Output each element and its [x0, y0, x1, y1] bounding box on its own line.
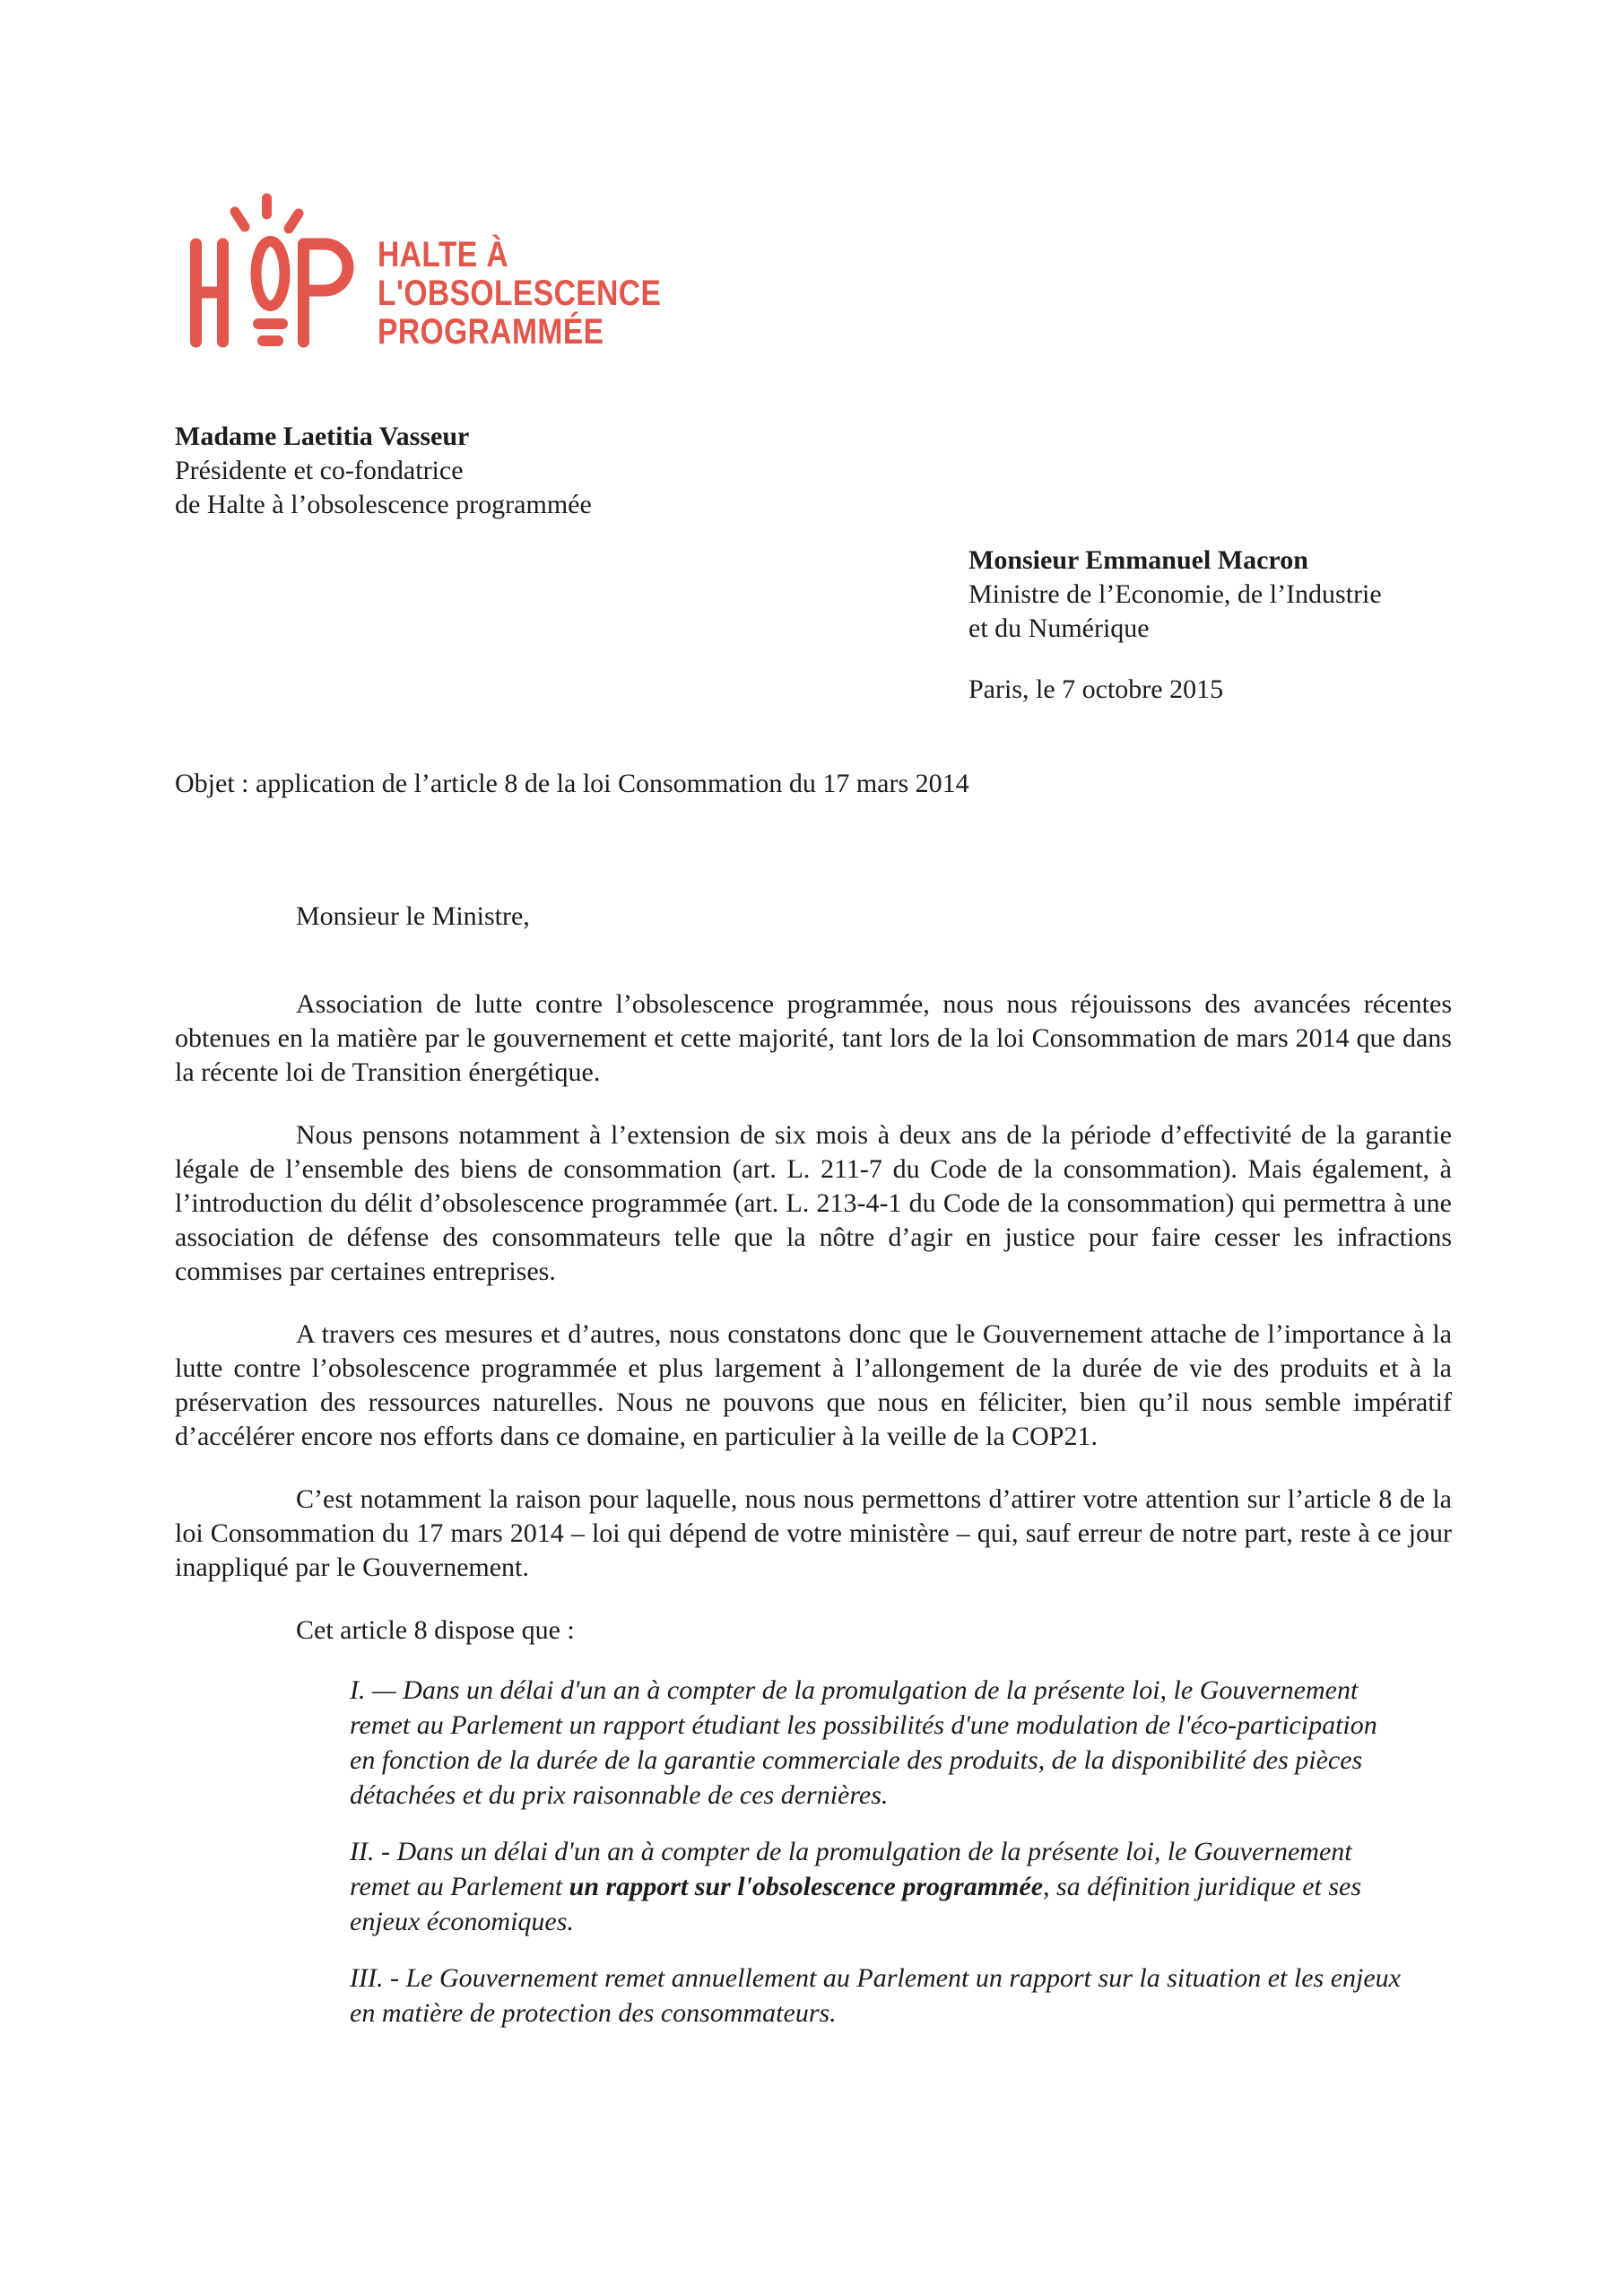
paragraph-1: Association de lutte contre l’obsolescence programmée, nous nous réjouissons des avancées récentes obtenues en la matière par le gouvernement et cette majorité, tant lors de la loi Consommation de mars 2014 que dans la récente loi de Transition énergétique.	[175, 989, 1452, 1087]
quote-2-suffix: , sa définition juridique et ses enjeux économiques.	[350, 1872, 1362, 1936]
sender-role: Présidente et co-fondatrice	[175, 456, 464, 485]
recipient-role-line1: Ministre de l’Economie, de l’Industrie	[968, 579, 1382, 609]
sender-block	[175, 420, 592, 522]
hop-logo	[190, 191, 716, 352]
salutation: Monsieur le Ministre,	[296, 901, 530, 931]
letter-body	[175, 900, 1452, 2052]
recipient-name: Monsieur Emmanuel Macron	[968, 545, 1308, 575]
hop-logo-tagline	[378, 236, 661, 352]
article-quote-2	[350, 1834, 1403, 1939]
article-quote-1: I. — Dans un délai d'un an à compter de la promulgation de la présente loi, le Gouvernement remet au Parlement un rapport étudiant les possibilités d'une modulation de l'éco-participation en fonction de la durée de la garantie commerciale des produits, de la disponibilité des pièces détachées et du prix raisonnable de ces dernières.	[350, 1675, 1377, 1810]
paragraph-3: A travers ces mesures et d’autres, nous constatons donc que le Gouvernement attache de l’importance à la lutte contre l’obsolescence programmée et plus largement à l’allongement de la durée de vie des produits et à la préservation des ressources naturelles. Nous ne pouvons que nous en féliciter, bien qu’il nous semble impératif d’accélérer encore nos efforts dans ce domaine, en particulier à la veille de la COP21.	[175, 1319, 1452, 1451]
hop-bulb-logo-icon	[190, 191, 356, 351]
quote-2-prefix: II. - Dans un délai d'un an à compter de la promulgation de la présente loi, le Gouvernement remet au Parlement	[350, 1837, 1352, 1901]
tagline-line-3: PROGRAMMÉE	[378, 312, 604, 352]
subject-line: Objet : application de l’article 8 de la loi Consommation du 17 mars 2014	[175, 769, 969, 798]
paragraph-2: Nous pensons notamment à l’extension de six mois à deux ans de la période d’effectivité de la garantie légale de l’ensemble des biens de consommation (art. L. 211-7 du Code de la consommation). Mais également, à l’introduction du délit d’obsolescence programmée (art. L. 213-4-1 du Code de la consommation) qui permettra à une association de défense des consommateurs telle que la nôtre d’agir en justice pour faire cesser les infractions commises par certaines entreprises.	[175, 1120, 1452, 1286]
sender-org: de Halte à l’obsolescence programmée	[175, 490, 592, 519]
paragraph-4: C’est notamment la raison pour laquelle, nous nous permettons d’attirer votre attention sur l’article 8 de la loi Consommation du 17 mars 2014 – loi qui dépend de votre ministère – qui, sauf erreur de notre part, reste à ce jour inappliqué par le Gouvernement.	[175, 1484, 1452, 1582]
tagline-line-1: HALTE À	[378, 235, 509, 274]
article-lead-in: Cet article 8 dispose que :	[296, 1615, 575, 1645]
sender-name: Madame Laetitia Vasseur	[175, 422, 470, 451]
dateline: Paris, le 7 octobre 2015	[968, 674, 1224, 704]
recipient-block	[968, 544, 1382, 646]
recipient-role-line2: et du Numérique	[968, 613, 1150, 643]
article-quote-3: III. - Le Gouvernement remet annuellement au Parlement un rapport sur la situation et les enjeux en matière de protection des consommateurs.	[350, 1963, 1401, 2028]
tagline-line-2: L'OBSOLESCENCE	[378, 274, 662, 313]
quote-2-highlight: un rapport sur l'obsolescence programmée	[569, 1872, 1044, 1901]
